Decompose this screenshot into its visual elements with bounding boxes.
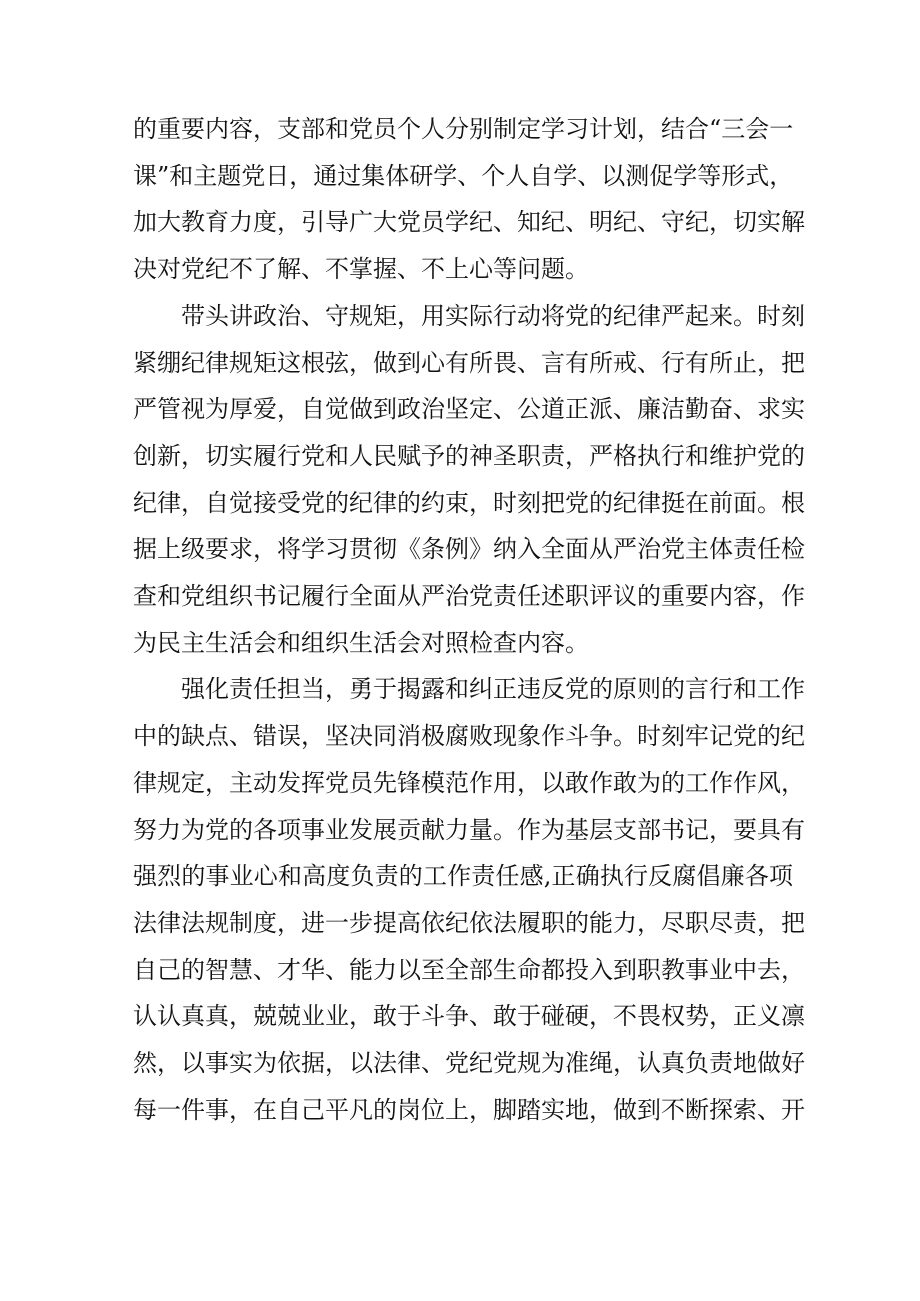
text-line: 认认真真，兢兢业业，敢于斗争、敢于碰硬，不畏权势，正义凛 — [133, 1002, 805, 1031]
text-line: 为民主生活会和组织生活会对照检查内容。 — [133, 628, 589, 657]
text-line: 自己的智慧、才华、能力以至全部生命都投入到职教事业中去， — [133, 955, 805, 984]
text-line: 强烈的事业心和高度负责的工作责任感,正确执行反腐倡廉各项 — [133, 862, 793, 891]
text-line: 课”和主题党日，通过集体研学、个人自学、以测促学等形式， — [133, 161, 794, 190]
text-line: 的重要内容，支部和党员个人分别制定学习计划，结合“三会一 — [133, 115, 794, 143]
paragraph — [133, 666, 805, 1133]
text-line: 律规定，主动发挥党员先锋模范作用，以敢作敢为的工作作风， — [133, 768, 805, 797]
text-line: 紧绷纪律规矩这根弦，做到心有所畏、言有所戒、行有所止，把 — [133, 348, 805, 377]
paragraph — [133, 106, 805, 293]
body-text — [133, 106, 805, 1133]
text-line: 查和党组织书记履行全面从严治党责任述职评议的重要内容，作 — [133, 582, 805, 611]
text-line: 每一件事，在自己平凡的岗位上，脚踏实地，做到不断探索、开 — [133, 1095, 805, 1124]
text-line: 法律法规制度，进一步提高依纪依法履职的能力，尽职尽责，把 — [133, 908, 805, 937]
text-line: 纪律，自觉接受党的纪律的约束，时刻把党的纪律挺在前面。根 — [133, 488, 805, 517]
text-line: 努力为党的各项事业发展贡献力量。作为基层支部书记，要具有 — [133, 815, 805, 844]
text-line: 然，以事实为依据，以法律、党纪党规为准绳，认真负责地做好 — [133, 1049, 805, 1078]
paragraph — [133, 293, 805, 667]
text-line: 中的缺点、错误，坚决同消极腐败现象作斗争。时刻牢记党的纪 — [133, 722, 805, 751]
text-line: 据上级要求，将学习贯彻《条例》纳入全面从严治党主体责任检 — [133, 535, 805, 564]
text-line: 强化责任担当，勇于揭露和纠正违反党的原则的言行和工作 — [181, 675, 805, 704]
text-line: 带头讲政治、守规矩，用实际行动将党的纪律严起来。时刻 — [181, 301, 805, 330]
text-line: 严管视为厚爱，自觉做到政治坚定、公道正派、廉洁勤奋、求实 — [133, 395, 805, 424]
text-line: 决对党纪不了解、不掌握、不上心等问题。 — [133, 255, 589, 284]
text-line: 创新，切实履行党和人民赋予的神圣职责，严格执行和维护党的 — [133, 441, 805, 470]
text-line: 加大教育力度，引导广大党员学纪、知纪、明纪、守纪，切实解 — [133, 208, 805, 237]
